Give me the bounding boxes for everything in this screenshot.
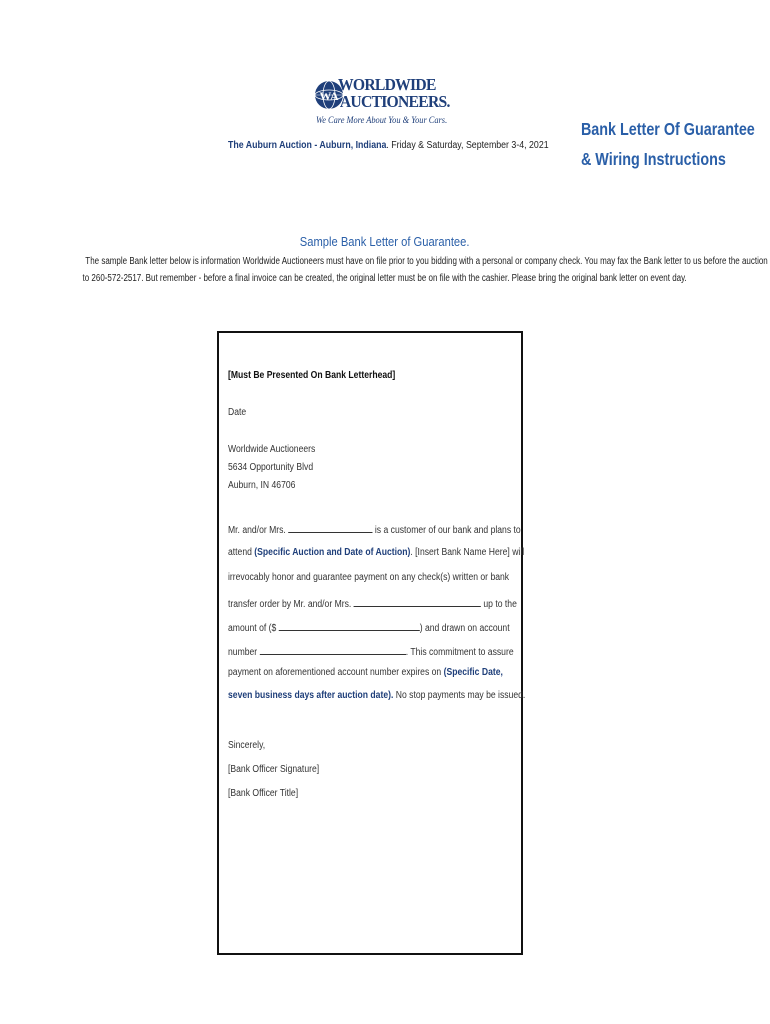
letter-body-line-7	[228, 667, 503, 678]
amount-blank	[279, 620, 420, 631]
bank-officer-title: [Bank Officer Title]	[228, 788, 299, 799]
letter-text-segment: transfer order by Mr. and/or Mrs.	[228, 599, 354, 610]
letter-text-segment: Mr. and/or Mrs.	[228, 525, 289, 536]
letter-closing: Sincerely,	[228, 740, 266, 751]
letter-body-line-5	[228, 620, 510, 634]
letter-text-segment: payment on aforementioned account number expires on	[228, 667, 444, 678]
svg-text:WA: WA	[319, 89, 339, 103]
event-line	[228, 140, 549, 151]
sample-letter-box	[217, 331, 526, 955]
letter-text-segment: ) and drawn on account	[419, 623, 510, 634]
letter-body-line-4	[228, 596, 517, 610]
logo-wordmark	[338, 76, 450, 110]
letter-text-segment: is a customer of our bank and plans to	[372, 525, 521, 536]
letter-text-segment: No stop payments may be issued.	[393, 690, 526, 701]
event-location: The Auburn Auction - Auburn, Indiana	[228, 140, 387, 151]
letter-body-line-1	[228, 522, 521, 536]
letter-body-line-3: irrevocably honor and guarantee payment on any check(s) written or bank	[228, 572, 510, 583]
letter-text-segment: number	[228, 647, 260, 658]
document-title	[580, 114, 755, 174]
letter-text-segment: attend	[228, 547, 255, 558]
address-line-2: 5634 Opportunity Blvd	[228, 462, 314, 473]
address-line-3: Auburn, IN 46706	[228, 480, 296, 491]
document-title-line1: Bank Letter Of Guarantee	[580, 119, 755, 139]
logo-wordmark-line2: AUCTIONEERS.	[339, 92, 450, 111]
letter-text-segment: amount of ($	[228, 623, 279, 634]
section-heading-text: Sample Bank Letter of Guarantee.	[300, 234, 470, 249]
letter-body-line-2	[228, 547, 524, 558]
logo-wordmark-line1: WORLDWIDE	[338, 75, 436, 94]
letter-text-segment: up to the	[480, 599, 517, 610]
company-logo	[314, 72, 450, 130]
auction-placeholder: (Specific Auction and Date of Auction)	[254, 547, 411, 558]
intro-line-2: to 260-572-2517. But remember - before a final invoice can be created, the original letter must be on file with the cashier. Please bring the original bank letter on event day.	[82, 273, 688, 284]
account-number-blank	[260, 644, 406, 655]
intro-line-1: The sample Bank letter below is information Worldwide Auctioneers must have on file prior to you bidding with a personal or company check. You may fax the Bank letter to us before the auction	[85, 256, 768, 267]
expiry-placeholder-cont: seven business days after auction date).	[228, 690, 394, 701]
logo-tagline: We Care More About You & Your Cars.	[316, 116, 448, 126]
customer-name-blank-2	[354, 596, 481, 607]
letterhead-note: [Must Be Presented On Bank Letterhead]	[228, 370, 396, 381]
expiry-placeholder: (Specific Date,	[443, 667, 503, 678]
letter-date: Date	[228, 407, 247, 418]
letter-body-line-8	[228, 690, 525, 701]
letter-body-line-6	[228, 644, 514, 658]
section-heading	[0, 234, 770, 249]
intro-paragraph	[0, 253, 770, 287]
customer-name-blank	[288, 522, 372, 533]
address-line-1: Worldwide Auctioneers	[228, 444, 316, 455]
letter-text-segment: . This commitment to assure	[405, 647, 514, 658]
bank-officer-signature: [Bank Officer Signature]	[228, 764, 320, 775]
letter-text-segment: . [Insert Bank Name Here] will	[410, 547, 525, 558]
document-title-line2: & Wiring Instructions	[580, 149, 726, 169]
event-dates: . Friday & Saturday, September 3-4, 2021	[386, 140, 549, 151]
